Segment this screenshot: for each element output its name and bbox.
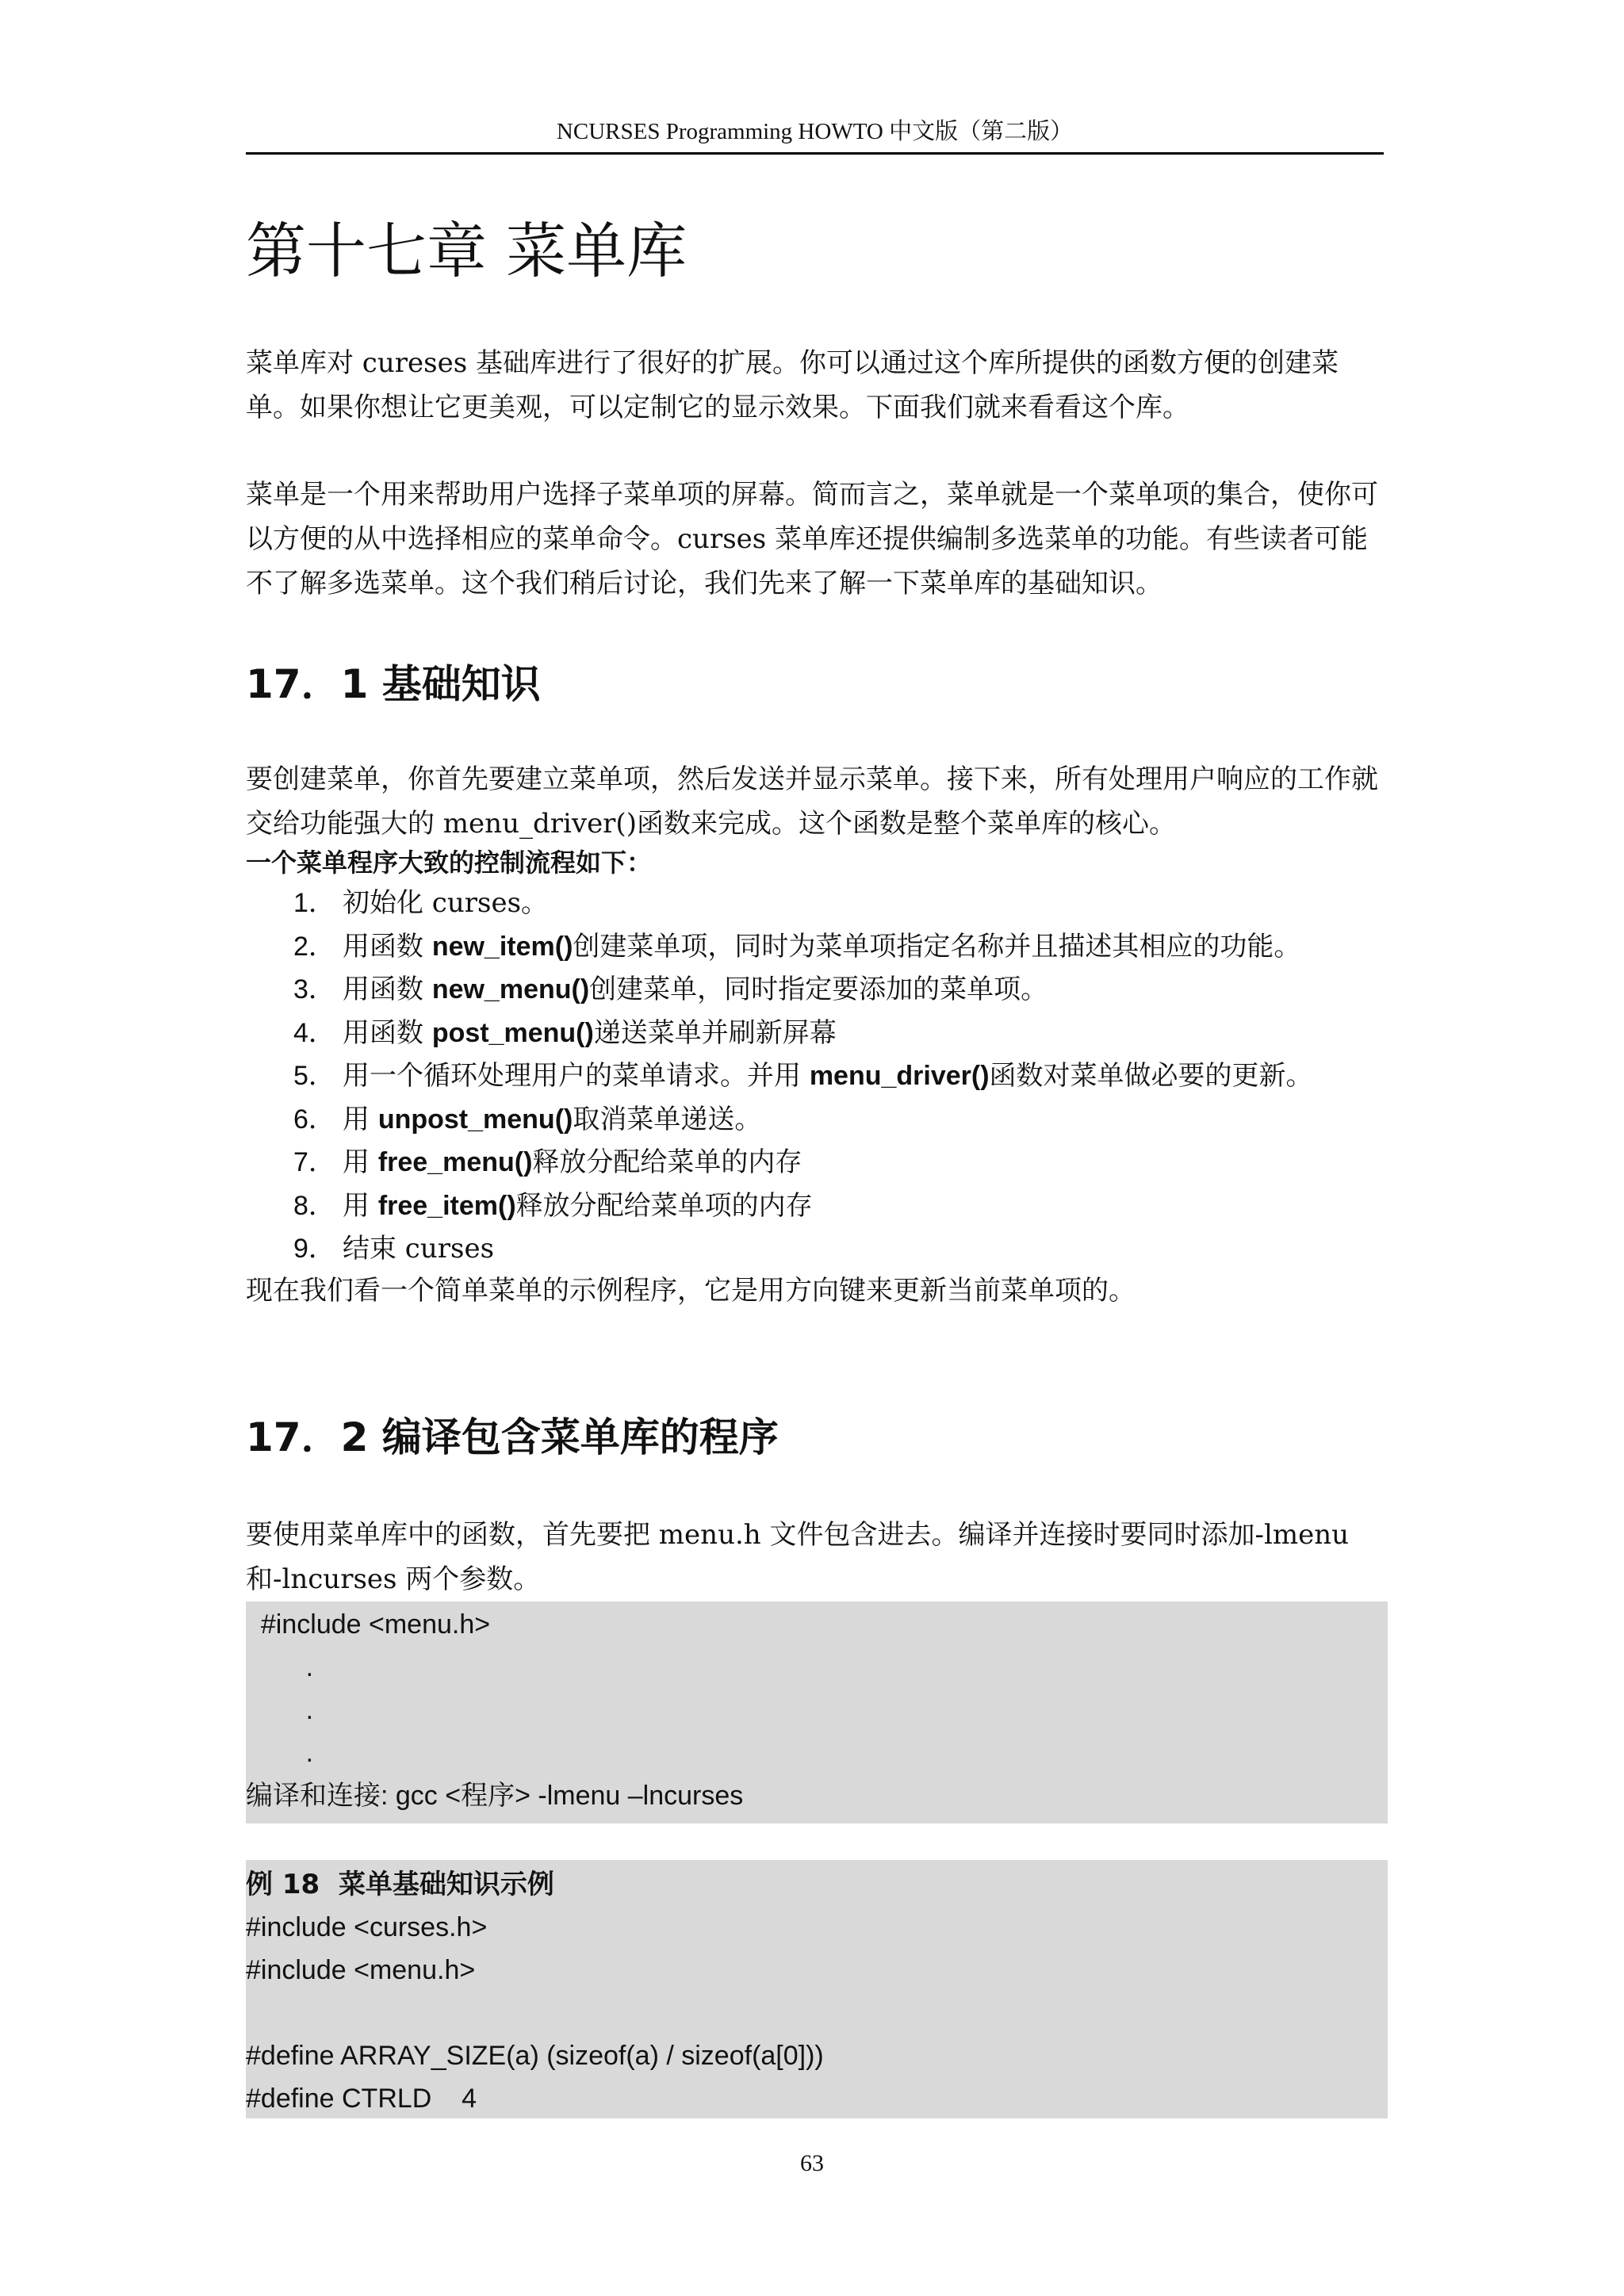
- example-code-block: [246, 1860, 1388, 2118]
- step-text-after: 递送菜单并刷新屏幕: [593, 1016, 837, 1049]
- step-number: 5．: [293, 1061, 335, 1091]
- step-number: 7．: [293, 1147, 335, 1177]
- example-intro-paragraph: 现在我们看一个简单菜单的示例程序，它是用方向键来更新当前菜单项的。: [246, 1275, 1136, 1307]
- compile-code-block: [246, 1601, 1388, 1823]
- step-number: 8．: [293, 1190, 335, 1221]
- step-function: new_menu(): [431, 974, 590, 1004]
- step-text: 用: [343, 1103, 378, 1135]
- page-number: 63: [800, 2150, 824, 2176]
- step-number: 2．: [293, 931, 335, 962]
- basics-paragraph: 要创建菜单，你首先要建立菜单项，然后发送并显示菜单。接下来，所有处理用户响应的工作就交给功能强大的 menu_driver()函数来完成。这个函数是整个菜单库的核心。: [246, 763, 1378, 840]
- step-text: 用函数: [343, 930, 432, 962]
- step-function: new_item(): [431, 931, 573, 962]
- step-text: 用一个循环处理用户的菜单请求。并用: [343, 1060, 810, 1092]
- step-text-after: 创建菜单，同时指定要添加的菜单项。: [589, 974, 1048, 1005]
- step-number: 4．: [293, 1017, 335, 1048]
- step-text: 用函数: [343, 974, 432, 1005]
- step-function: menu_driver(): [809, 1061, 990, 1091]
- example-title: 例 18 菜单基础知识示例: [246, 1869, 554, 1900]
- step-function: unpost_menu(): [377, 1104, 573, 1135]
- step-item: [293, 968, 1404, 1012]
- running-title: NCURSES Programming HOWTO 中文版（第二版）: [556, 119, 1074, 144]
- step-item: [293, 1012, 1404, 1055]
- code-line: .: [246, 1738, 314, 1768]
- intro-paragraph-1: 菜单库对 cureses 基础库进行了很好的扩展。你可以通过这个库所提供的函数方便的创建菜单。如果你想让它更美观，可以定制它的显示效果。下面我们就来看看这个库。: [246, 347, 1339, 423]
- step-text-after: 创建菜单项，同时为菜单项指定名称并且描述其相应的功能。: [573, 930, 1301, 962]
- step-number: 9．: [293, 1234, 335, 1264]
- step-function: free_item(): [377, 1190, 516, 1221]
- step-text-after: 释放分配给菜单的内存: [532, 1146, 802, 1178]
- step-number: 3．: [293, 974, 335, 1004]
- step-number: 1．: [293, 888, 335, 918]
- step-item: [293, 1054, 1404, 1098]
- step-text: 用: [343, 1189, 378, 1222]
- running-header: [246, 111, 1384, 155]
- chapter-title: 第十七章 菜单库: [246, 216, 688, 286]
- step-item: [293, 1184, 1404, 1228]
- control-flow-steps: [293, 882, 1404, 1271]
- step-text-after: 函数对菜单做必要的更新。: [989, 1060, 1313, 1092]
- step-item: [293, 1227, 1404, 1271]
- code-line: .: [246, 1695, 314, 1725]
- code-line: .: [246, 1652, 314, 1682]
- step-function: free_menu(): [377, 1147, 533, 1177]
- intro-paragraph-2: 菜单是一个用来帮助用户选择子菜单项的屏幕。简而言之，菜单就是一个菜单项的集合，使你可以方便的从中选择相应的菜单命令。curses 菜单库还提供编制多选菜单的功能。有些读者可能不了解多选菜单。这个我们稍后讨论，我们先来了解一下菜单库的基础知识。: [246, 479, 1378, 599]
- step-item: [293, 882, 1404, 925]
- code-line: #include <curses.h>: [246, 1912, 488, 1942]
- code-line: [246, 1992, 1388, 2034]
- code-line: #define ARRAY_SIZE(a) (sizeof(a) / sizeof(a[0])): [246, 2041, 824, 2071]
- step-text: 用: [343, 1146, 378, 1178]
- section-title-compile: 17．2 编译包含菜单库的程序: [246, 1414, 779, 1460]
- control-flow-heading: 一个菜单程序大致的控制流程如下：: [246, 848, 653, 878]
- step-text: 初始化 curses。: [343, 887, 549, 919]
- compile-paragraph: 要使用菜单库中的函数，首先要把 menu.h 文件包含进去。编译并连接时要同时添加-lmenu 和-lncurses 两个参数。: [246, 1519, 1349, 1595]
- code-line: #include <menu.h>: [246, 1955, 476, 1985]
- code-line: 编译和连接: gcc <程序> -lmenu –lncurses: [246, 1781, 744, 1811]
- section-title-basics: 17．1 基础知识: [246, 661, 541, 707]
- step-item: [293, 1098, 1404, 1142]
- step-item: [293, 1141, 1404, 1184]
- step-text: 用函数: [343, 1016, 432, 1049]
- step-text: 结束 curses: [343, 1233, 495, 1265]
- code-line: #define CTRLD 4: [246, 2084, 477, 2114]
- step-function: post_menu(): [431, 1017, 594, 1048]
- code-line: #include <menu.h>: [246, 1609, 491, 1640]
- step-text-after: 取消菜单递送。: [573, 1103, 762, 1135]
- step-item: [293, 925, 1404, 969]
- step-number: 6．: [293, 1104, 335, 1135]
- step-text-after: 释放分配给菜单项的内存: [515, 1189, 813, 1222]
